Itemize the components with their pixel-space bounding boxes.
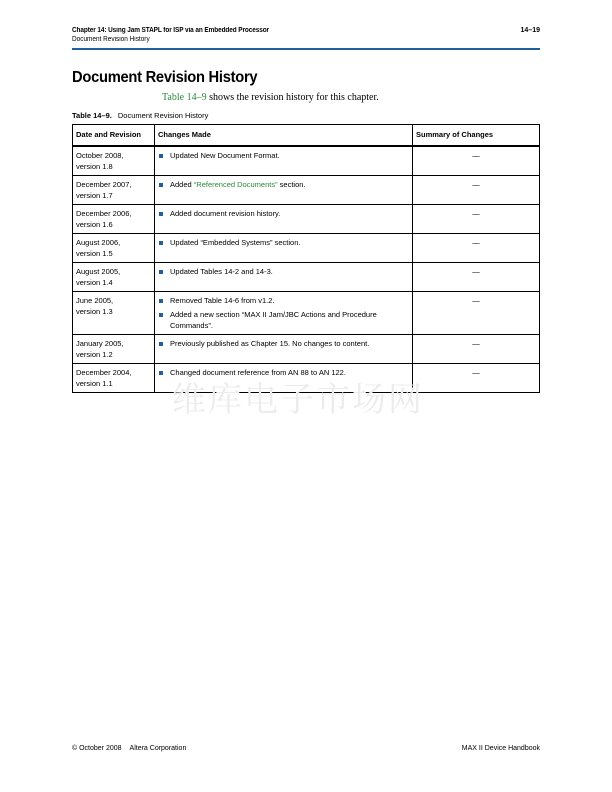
date-cell — [73, 335, 155, 364]
change-item — [158, 295, 409, 306]
version-text: version 1.4 — [76, 278, 113, 287]
watermark-text: 维库电子市场网 — [172, 380, 424, 420]
version-text: version 1.5 — [76, 249, 113, 258]
change-text: Removed Table 14-6 from v1.2. — [170, 296, 275, 305]
referenced-documents-link[interactable]: “Referenced Documents” — [193, 180, 278, 189]
running-section: Document Revision History — [72, 36, 150, 43]
column-header-summary: Summary of Changes — [413, 125, 540, 147]
table-row — [73, 234, 540, 263]
change-text: Previously published as Chapter 15. No changes to content. — [170, 339, 370, 348]
bullet-square-icon — [159, 342, 163, 346]
summary-cell: — — [413, 292, 540, 335]
summary-cell: — — [413, 205, 540, 234]
page-number: 14–19 — [520, 27, 540, 34]
date-cell — [73, 146, 155, 176]
column-header-changes: Changes Made — [155, 125, 413, 147]
table-caption — [72, 111, 208, 120]
change-text: Added a new section “MAX II Jam/JBC Actions and Procedure Commands”. — [170, 310, 377, 330]
table-xref-link[interactable]: Table 14–9 — [162, 92, 207, 103]
summary-cell: — — [413, 146, 540, 176]
date-cell — [73, 292, 155, 335]
change-item — [158, 150, 409, 161]
change-text: section. — [277, 180, 306, 189]
revision-table — [72, 124, 540, 393]
table-row — [73, 146, 540, 176]
header-rule — [72, 48, 540, 50]
summary-cell: — — [413, 335, 540, 364]
version-text: version 1.3 — [76, 307, 113, 316]
change-text: Updated Tables 14-2 and 14-3. — [170, 267, 273, 276]
bullet-square-icon — [159, 241, 163, 245]
footer-left — [72, 745, 186, 752]
summary-cell: — — [413, 364, 540, 393]
date-cell — [73, 205, 155, 234]
summary-cell: — — [413, 234, 540, 263]
change-text: Added document revision history. — [170, 209, 281, 218]
chapter-title: Chapter 14: Using Jam STAPL for ISP via an Embedded Processor — [72, 27, 269, 34]
bullet-square-icon — [159, 183, 163, 187]
change-item — [158, 237, 409, 248]
footer-date: © October 2008 — [72, 745, 122, 752]
changes-cell — [155, 234, 413, 263]
version-text: version 1.6 — [76, 220, 113, 229]
bullet-square-icon — [159, 154, 163, 158]
summary-cell: — — [413, 176, 540, 205]
footer-book-title: MAX II Device Handbook — [461, 745, 540, 752]
change-item — [158, 266, 409, 277]
version-text: version 1.7 — [76, 191, 113, 200]
table-row — [73, 205, 540, 234]
change-item — [158, 208, 409, 219]
bullet-square-icon — [159, 313, 163, 317]
change-text: Updated “Embedded Systems” section. — [170, 238, 301, 247]
changes-cell — [155, 146, 413, 176]
table-caption-text: Document Revision History — [117, 111, 209, 120]
footer-company: Altera Corporation — [129, 745, 187, 752]
table-row — [73, 292, 540, 335]
changes-cell — [155, 292, 413, 335]
page-title: Document Revision History — [72, 69, 258, 86]
date-text: December 2006, — [76, 209, 132, 218]
summary-cell: — — [413, 263, 540, 292]
change-text: Added — [170, 180, 194, 189]
table-header-row — [73, 125, 540, 147]
date-text: January 2005, — [76, 339, 124, 348]
bullet-square-icon — [159, 299, 163, 303]
changes-cell — [155, 205, 413, 234]
date-text: October 2008, — [76, 151, 124, 160]
date-text: August 2005, — [76, 267, 121, 276]
version-text: version 1.2 — [76, 350, 113, 359]
column-header-date: Date and Revision — [73, 125, 155, 147]
change-item — [158, 309, 409, 331]
change-text: Changed document reference from AN 88 to AN 122. — [170, 368, 346, 377]
table-row — [73, 335, 540, 364]
date-cell — [73, 234, 155, 263]
intro-text: shows the revision history for this chapter. — [206, 92, 379, 103]
date-text: August 2006, — [76, 238, 121, 247]
date-text: December 2007, — [76, 180, 132, 189]
changes-cell — [155, 335, 413, 364]
page-header — [72, 27, 540, 43]
table-row — [73, 263, 540, 292]
date-cell — [73, 176, 155, 205]
change-item — [158, 179, 409, 190]
version-text: version 1.1 — [76, 379, 113, 388]
bullet-square-icon — [159, 270, 163, 274]
date-text: June 2005, — [76, 296, 114, 305]
date-text: December 2004, — [76, 368, 132, 377]
changes-cell — [155, 176, 413, 205]
bullet-square-icon — [159, 371, 163, 375]
changes-cell — [155, 263, 413, 292]
date-cell — [73, 263, 155, 292]
change-item — [158, 338, 409, 349]
version-text: version 1.8 — [76, 162, 113, 171]
bullet-square-icon — [159, 212, 163, 216]
intro-paragraph — [162, 92, 379, 103]
table-row — [73, 176, 540, 205]
table-caption-label: Table 14–9. — [72, 111, 112, 120]
date-cell — [73, 364, 155, 393]
change-text: Updated New Document Format. — [170, 151, 280, 160]
